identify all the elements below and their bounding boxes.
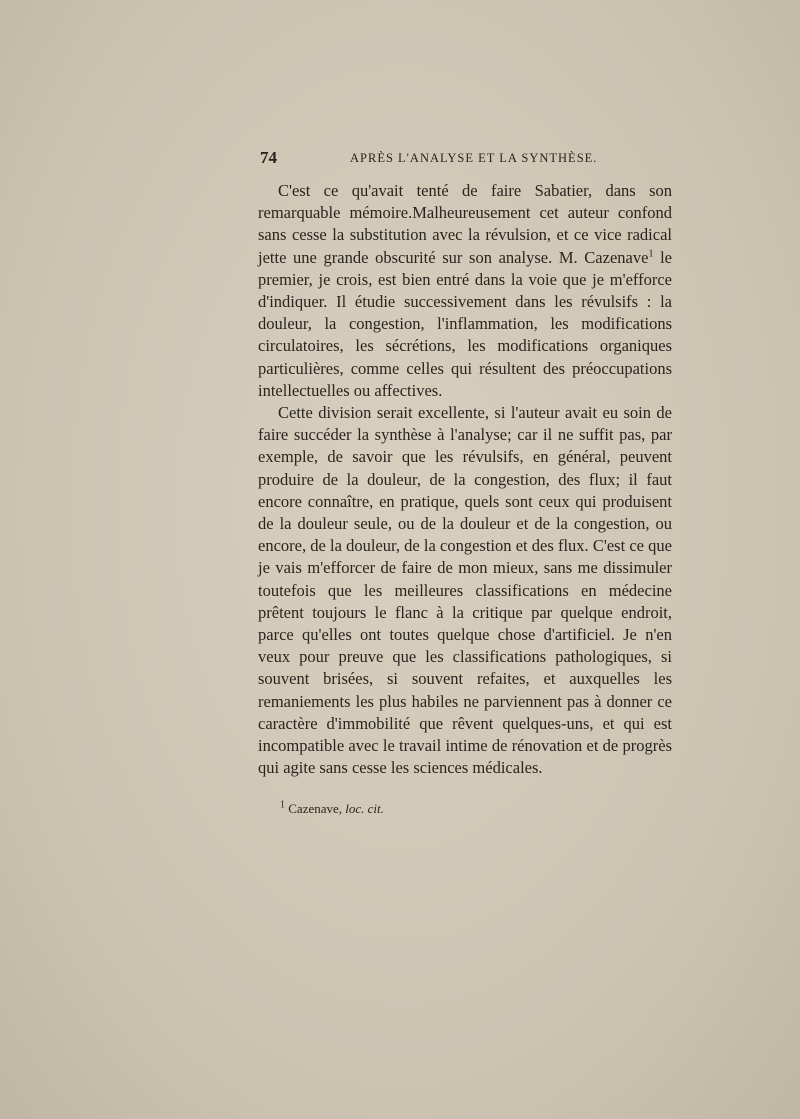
page-number: 74 xyxy=(260,148,277,167)
body-text xyxy=(258,180,672,779)
footnote xyxy=(258,801,672,817)
paragraph-2: Cette division serait excellente, si l'auteur avait eu soin de faire succéder la synthèse à l'analyse; car il ne suffit pas, par exemple, de savoir que les révulsifs, en général, peuvent produire de la douleur, de la congestion, des flux; il faut encore connaître, en pratique, quels sont ceux qui produisent de la douleur seule, ou de la douleur et de la congestion, ou encore, de la douleur, de la congestion et des flux. C'est ce que je vais m'efforcer de faire de mon mieux, sans me dissimuler toutefois que les meilleures classifications en médecine prêtent toujours le flanc à la critique par quelque endroit, parce qu'elles ont toutes quelque chose d'artificiel. Je n'en veux pour preuve que les classifications pathologiques, si souvent brisées, si souvent refaites, et auxquelles les remaniements les plus habiles ne parviennent pas à donner ce caractère d'immobilité que rêvent quelques-uns, et qui est incompatible avec le travail intime de rénovation et de progrès qui agite sans cesse les sciences médicales. xyxy=(258,403,672,778)
book-page xyxy=(258,148,672,817)
footnote-citation: loc. cit. xyxy=(345,801,384,817)
footnote-author: Cazenave, xyxy=(288,801,346,817)
paragraph-1-part-a: C'est ce qu'avait tenté de faire Sabatier, dans son remarquable mémoire.Malheureusement cet auteur confond sans cesse la substitution avec la révulsion, et ce vice radical jette une grande obscurité sur son analyse. M. Cazenave xyxy=(258,181,672,267)
running-title: APRÈS L'ANALYSE ET LA SYNTHÈSE. xyxy=(350,151,598,165)
footnote-reference: 1 xyxy=(648,248,654,260)
footnote-number: 1 xyxy=(280,800,285,812)
paragraph-1 xyxy=(258,180,672,402)
running-head xyxy=(258,148,672,172)
paragraph-1-part-b: le premier, je crois, est bien entré dans la voie que je m'efforce d'indiquer. Il étudie successivement dans les révulsifs : la douleur, la congestion, l'inflammation, les modifications circulatoires, les sécrétions, les modifications organiques particulières, comme celles qui résultent des préoccupations intellectuelles ou affectives. xyxy=(258,247,672,400)
